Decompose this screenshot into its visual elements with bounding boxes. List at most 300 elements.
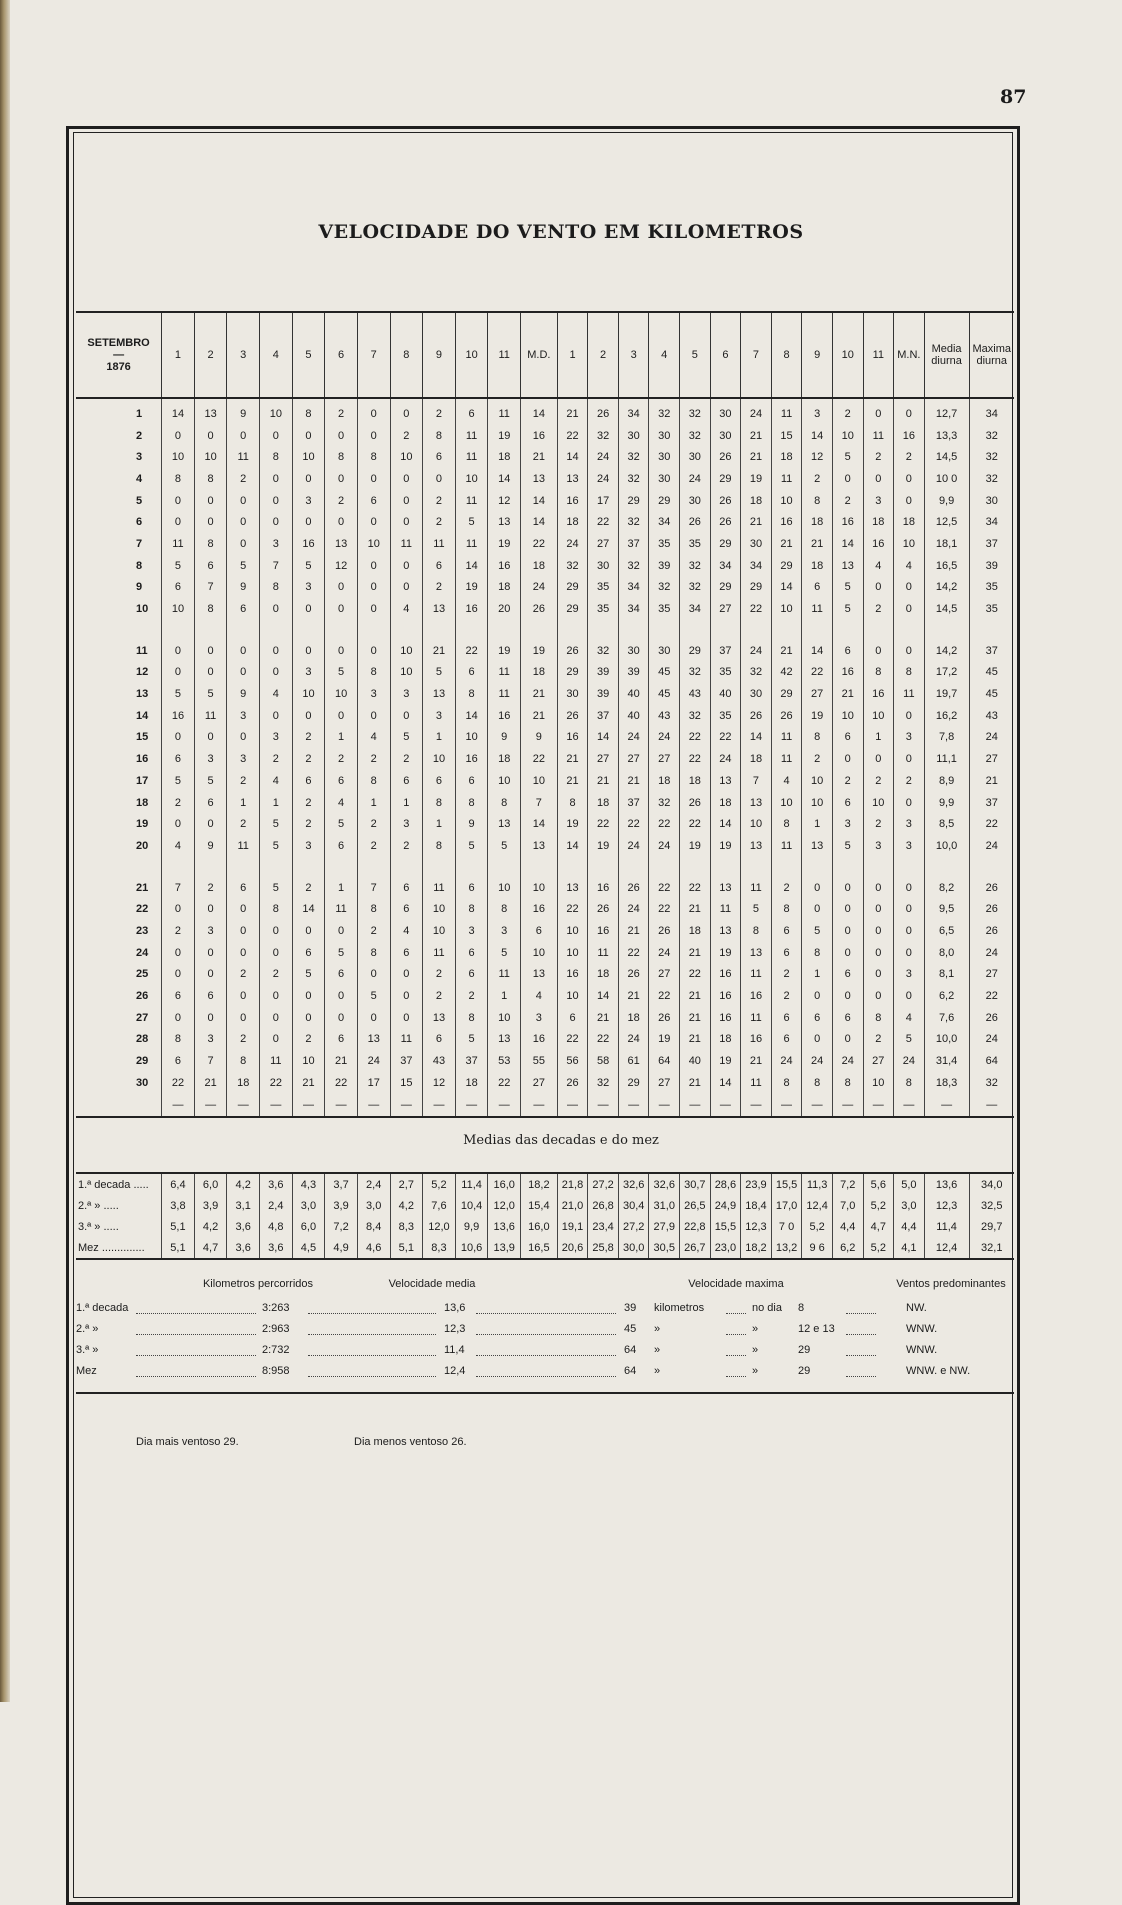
value-cell: 3 xyxy=(194,920,227,942)
dash-cell: — xyxy=(588,1094,619,1117)
value-cell: 32 xyxy=(680,398,711,425)
value-cell: 10 xyxy=(390,662,423,684)
value-cell: 22 xyxy=(649,985,680,1007)
value-cell: 0 xyxy=(894,942,925,964)
header-hour-cell: 7 xyxy=(357,312,390,398)
value-cell: 4 xyxy=(260,770,293,792)
value-cell: 30 xyxy=(741,533,772,555)
value-cell: 27 xyxy=(649,748,680,770)
dia-mais-ventoso: Dia mais ventoso 29. xyxy=(136,1436,239,1448)
value-cell: 29 xyxy=(710,533,741,555)
value-cell: 8 xyxy=(771,1072,802,1094)
value-cell: 26 xyxy=(710,511,741,533)
value-cell: 0 xyxy=(260,640,293,662)
value-cell: 11 xyxy=(390,533,423,555)
value-cell: 21 xyxy=(423,640,456,662)
value-cell: 11 xyxy=(771,727,802,749)
header-media-diurna-line: diurna xyxy=(931,355,962,367)
value-cell: 32 xyxy=(588,1072,619,1094)
value-cell: 53 xyxy=(488,1050,521,1072)
value-cell: 21 xyxy=(521,683,558,705)
decade-value: 5,1 xyxy=(162,1216,195,1237)
value-cell: 0 xyxy=(292,640,325,662)
summary-vm: 12,4 xyxy=(444,1365,468,1377)
decade-label: Mez .............. xyxy=(76,1237,162,1259)
value-cell: 0 xyxy=(325,425,358,447)
value-cell: 0 xyxy=(325,468,358,490)
summary-vm: 13,6 xyxy=(444,1302,468,1314)
day-cell: 20 xyxy=(136,839,149,852)
value-cell: 0 xyxy=(357,425,390,447)
decade-value: 4,1 xyxy=(894,1237,925,1259)
value-cell: 0 xyxy=(227,425,260,447)
value-cell: 8 xyxy=(423,835,456,857)
value-cell: 0 xyxy=(894,792,925,814)
value-cell: 10 xyxy=(771,490,802,512)
value-cell: 10 xyxy=(863,1072,894,1094)
value-cell: 2 xyxy=(863,770,894,792)
value-cell: 14 xyxy=(521,398,558,425)
value-cell: 13 xyxy=(802,835,833,857)
value-cell: 11 xyxy=(741,964,772,986)
value-cell: 21 xyxy=(741,446,772,468)
value-cell: 0 xyxy=(832,748,863,770)
value-cell: 32 xyxy=(680,555,711,577)
value-cell: 6 xyxy=(802,577,833,599)
value-cell: 55 xyxy=(521,1050,558,1072)
value-cell: 10 xyxy=(194,446,227,468)
value-cell: 0 xyxy=(802,898,833,920)
value-cell: 18 xyxy=(710,792,741,814)
summary-km: 8:958 xyxy=(262,1365,293,1377)
value-cell: 21 xyxy=(680,1029,711,1051)
value-cell: 13 xyxy=(557,877,588,899)
value-cell: 8 xyxy=(260,446,293,468)
value-cell: 16,5 xyxy=(924,555,969,577)
value-cell: 0 xyxy=(227,942,260,964)
value-cell: 14 xyxy=(455,555,488,577)
value-cell: 19 xyxy=(680,835,711,857)
value-cell: 8 xyxy=(802,727,833,749)
value-cell: 2 xyxy=(390,748,423,770)
value-cell: 39 xyxy=(588,662,619,684)
dash-row xyxy=(76,1094,1014,1117)
value-cell: 18 xyxy=(771,446,802,468)
value-cell: 13 xyxy=(423,1007,456,1029)
value-cell: 2 xyxy=(162,792,195,814)
decade-value: 18,2 xyxy=(741,1237,772,1259)
value-cell: 0 xyxy=(162,511,195,533)
value-cell: 18 xyxy=(455,1072,488,1094)
value-cell: 0 xyxy=(832,985,863,1007)
value-cell: 22 xyxy=(488,1072,521,1094)
value-cell: 8 xyxy=(863,1007,894,1029)
wind-velocity-table xyxy=(76,311,1014,1118)
decade-value: 11,3 xyxy=(802,1173,833,1195)
value-cell: 8 xyxy=(423,792,456,814)
header-hour-cell: 4 xyxy=(649,312,680,398)
value-cell: 8 xyxy=(357,446,390,468)
summary-row xyxy=(76,1363,1014,1384)
value-cell: 43 xyxy=(969,705,1014,727)
value-cell: 16 xyxy=(488,705,521,727)
value-cell: 22 xyxy=(680,877,711,899)
decade-label: 2.ª » ..... xyxy=(78,1199,119,1212)
value-cell: 14 xyxy=(292,898,325,920)
value-cell: 19 xyxy=(649,1029,680,1051)
value-cell: 8,9 xyxy=(924,770,969,792)
dot-leader xyxy=(136,1365,256,1377)
value-cell: 8 xyxy=(455,792,488,814)
value-cell: 14 xyxy=(521,511,558,533)
value-cell: 16 xyxy=(557,727,588,749)
dash-cell: — xyxy=(260,1094,293,1117)
value-cell: 2 xyxy=(423,398,456,425)
table-row xyxy=(76,640,1014,662)
day-cell: 30 xyxy=(136,1076,149,1089)
value-cell: 16,2 xyxy=(924,705,969,727)
value-cell: 5 xyxy=(162,770,195,792)
decade-value: 28,6 xyxy=(710,1173,741,1195)
decade-value: 3,0 xyxy=(292,1195,325,1216)
value-cell: 8 xyxy=(894,662,925,684)
value-cell: 3 xyxy=(194,1029,227,1051)
value-cell: 0 xyxy=(390,468,423,490)
value-cell: 3 xyxy=(260,533,293,555)
value-cell: 22 xyxy=(969,813,1014,835)
value-cell: 0 xyxy=(194,1007,227,1029)
decade-value: 26,7 xyxy=(680,1237,711,1259)
value-cell: 22 xyxy=(680,813,711,835)
value-cell: 6 xyxy=(423,1029,456,1051)
value-cell: 9,9 xyxy=(924,792,969,814)
value-cell: 24 xyxy=(649,727,680,749)
value-cell: 6 xyxy=(162,748,195,770)
value-cell: 24 xyxy=(680,468,711,490)
value-cell: 22 xyxy=(710,727,741,749)
value-cell: 18 xyxy=(521,555,558,577)
value-cell: 14 xyxy=(710,1072,741,1094)
value-cell: 30 xyxy=(741,683,772,705)
value-cell: 7 xyxy=(162,877,195,899)
value-cell: 16 xyxy=(741,1029,772,1051)
summary-row xyxy=(76,1342,1014,1363)
value-cell: 20 xyxy=(488,598,521,620)
value-cell: 14 xyxy=(557,446,588,468)
value-cell: 0 xyxy=(894,598,925,620)
value-cell: 21 xyxy=(832,683,863,705)
value-cell: 19 xyxy=(710,1050,741,1072)
value-cell: 19 xyxy=(521,640,558,662)
value-cell: 2 xyxy=(894,770,925,792)
value-cell: 6 xyxy=(832,727,863,749)
value-cell: 8 xyxy=(260,577,293,599)
value-cell: 0 xyxy=(357,555,390,577)
value-cell: 32 xyxy=(680,662,711,684)
value-cell: 2 xyxy=(227,1029,260,1051)
header-media-diurna-line: Media xyxy=(931,343,962,355)
value-cell: 0 xyxy=(863,640,894,662)
day-cell: 27 xyxy=(136,1011,149,1024)
table-row xyxy=(76,813,1014,835)
value-cell: 29 xyxy=(771,683,802,705)
value-cell: 11 xyxy=(741,1072,772,1094)
value-cell: 2 xyxy=(423,985,456,1007)
value-cell: 18 xyxy=(488,577,521,599)
header-hour-cell: 10 xyxy=(455,312,488,398)
decade-value: 30,7 xyxy=(680,1173,711,1195)
decade-value: 21,0 xyxy=(557,1195,588,1216)
dot-leader xyxy=(136,1344,256,1356)
value-cell: 11 xyxy=(325,898,358,920)
value-cell: 24 xyxy=(969,727,1014,749)
value-cell: 8 xyxy=(802,942,833,964)
value-cell: 32 xyxy=(969,425,1014,447)
value-cell: 0 xyxy=(227,1007,260,1029)
decade-row xyxy=(76,1216,1014,1237)
value-cell: 35 xyxy=(710,662,741,684)
value-cell: 18 xyxy=(227,1072,260,1094)
value-cell: 0 xyxy=(260,985,293,1007)
value-cell: 14 xyxy=(802,640,833,662)
value-cell: 24 xyxy=(618,1029,649,1051)
summary-header-km: Kilometros percorridos xyxy=(202,1278,314,1290)
value-cell: 14 xyxy=(455,705,488,727)
dot-leader xyxy=(476,1344,616,1356)
value-cell: 6 xyxy=(292,770,325,792)
value-cell: 10 xyxy=(557,985,588,1007)
value-cell: 10 xyxy=(521,877,558,899)
value-cell: 24 xyxy=(618,727,649,749)
value-cell: 2 xyxy=(325,398,358,425)
header-hour-cell: 8 xyxy=(771,312,802,398)
value-cell: 5 xyxy=(260,835,293,857)
value-cell: 0 xyxy=(260,511,293,533)
value-cell: 39 xyxy=(588,683,619,705)
value-cell: 2 xyxy=(423,964,456,986)
value-cell: 24 xyxy=(588,468,619,490)
decade-value: 4,6 xyxy=(357,1237,390,1259)
value-cell: 6 xyxy=(325,770,358,792)
value-cell: 21 xyxy=(741,425,772,447)
value-cell: 11 xyxy=(423,877,456,899)
summary-day: 12 e 13 xyxy=(798,1323,838,1335)
decade-value: 12,3 xyxy=(741,1216,772,1237)
decade-value: 12,0 xyxy=(488,1195,521,1216)
value-cell: 22 xyxy=(557,425,588,447)
value-cell: 16 xyxy=(588,920,619,942)
decade-value: 2,4 xyxy=(357,1173,390,1195)
value-cell: 10 xyxy=(741,813,772,835)
summary-day-label: » xyxy=(752,1365,761,1377)
value-cell: 16 xyxy=(863,683,894,705)
value-cell: 0 xyxy=(357,511,390,533)
value-cell: 32 xyxy=(680,577,711,599)
value-cell: 0 xyxy=(194,964,227,986)
header-hour-cell: 6 xyxy=(325,312,358,398)
value-cell: 8 xyxy=(162,1029,195,1051)
value-cell: 0 xyxy=(390,985,423,1007)
value-cell: 3 xyxy=(292,662,325,684)
header-media-diurna xyxy=(924,312,969,398)
value-cell: 2 xyxy=(292,1029,325,1051)
value-cell: 18 xyxy=(557,511,588,533)
value-cell: 10 xyxy=(488,770,521,792)
value-cell: 21 xyxy=(557,748,588,770)
value-cell: 8 xyxy=(802,490,833,512)
day-cell: 21 xyxy=(136,881,149,894)
table-row xyxy=(76,446,1014,468)
value-cell: 22 xyxy=(680,748,711,770)
value-cell: 11 xyxy=(771,835,802,857)
value-cell: 0 xyxy=(325,640,358,662)
value-cell: 1 xyxy=(802,813,833,835)
dash-cell: — xyxy=(325,1094,358,1117)
page-number: 87 xyxy=(1000,86,1027,108)
value-cell: 19 xyxy=(488,533,521,555)
value-cell: 14 xyxy=(832,533,863,555)
value-cell: 13 xyxy=(521,835,558,857)
value-cell: 35 xyxy=(588,577,619,599)
value-cell: 11 xyxy=(423,942,456,964)
value-cell: 18,1 xyxy=(924,533,969,555)
decade-value: 4,7 xyxy=(863,1216,894,1237)
value-cell: 0 xyxy=(227,640,260,662)
value-cell: 24 xyxy=(741,640,772,662)
dot-leader xyxy=(846,1323,876,1335)
value-cell: 26 xyxy=(969,877,1014,899)
value-cell: 0 xyxy=(162,662,195,684)
value-cell: 2 xyxy=(357,748,390,770)
decade-value: 3,0 xyxy=(894,1195,925,1216)
value-cell: 43 xyxy=(423,1050,456,1072)
value-cell: 5 xyxy=(292,555,325,577)
decade-value: 3,9 xyxy=(325,1195,358,1216)
value-cell: 0 xyxy=(227,662,260,684)
value-cell: 2 xyxy=(423,511,456,533)
decade-value: 12,3 xyxy=(924,1195,969,1216)
day-cell: 13 xyxy=(136,688,149,701)
day-cell: 12 xyxy=(136,666,149,679)
value-cell: 6 xyxy=(771,920,802,942)
value-cell: 0 xyxy=(863,877,894,899)
value-cell: 10 xyxy=(802,770,833,792)
value-cell: 1 xyxy=(802,964,833,986)
value-cell: 7 xyxy=(741,770,772,792)
value-cell: 2 xyxy=(894,446,925,468)
value-cell: 7,8 xyxy=(924,727,969,749)
decade-value: 4,8 xyxy=(260,1216,293,1237)
value-cell: 21 xyxy=(521,446,558,468)
value-cell: 26 xyxy=(557,1072,588,1094)
value-cell: 15 xyxy=(771,425,802,447)
value-cell: 35 xyxy=(649,598,680,620)
value-cell: 0 xyxy=(894,490,925,512)
value-cell: 0 xyxy=(194,511,227,533)
value-cell: 9 xyxy=(488,727,521,749)
value-cell: 5 xyxy=(390,727,423,749)
value-cell: 16 xyxy=(710,964,741,986)
table-row xyxy=(76,770,1014,792)
value-cell: 16 xyxy=(710,985,741,1007)
value-cell: 8 xyxy=(357,770,390,792)
value-cell: 14 xyxy=(557,835,588,857)
header-month-cell xyxy=(76,312,162,398)
decade-value: 32,1 xyxy=(969,1237,1014,1259)
value-cell: 2 xyxy=(455,985,488,1007)
value-cell: 2 xyxy=(292,813,325,835)
decade-value: 5,1 xyxy=(390,1237,423,1259)
dot-leader xyxy=(846,1344,876,1356)
summary-unit: kilometros xyxy=(654,1302,707,1314)
value-cell: 2 xyxy=(863,446,894,468)
value-cell: 5 xyxy=(488,835,521,857)
value-cell: 10 xyxy=(863,705,894,727)
summary-header-vmax: Velocidade maxima xyxy=(688,1278,784,1290)
dash-cell: — xyxy=(680,1094,711,1117)
value-cell: 5 xyxy=(325,813,358,835)
value-cell: 0 xyxy=(863,398,894,425)
value-cell: 6 xyxy=(357,490,390,512)
value-cell: 6 xyxy=(390,898,423,920)
value-cell: 4 xyxy=(260,683,293,705)
value-cell: 11 xyxy=(488,398,521,425)
decade-value: 19,1 xyxy=(557,1216,588,1237)
value-cell: 6 xyxy=(832,1007,863,1029)
value-cell: 10,0 xyxy=(924,1029,969,1051)
value-cell: 0 xyxy=(802,1029,833,1051)
value-cell: 6 xyxy=(390,942,423,964)
decade-row xyxy=(76,1173,1014,1195)
value-cell: 5 xyxy=(455,1029,488,1051)
value-cell: 0 xyxy=(357,705,390,727)
value-cell: 14,5 xyxy=(924,446,969,468)
value-cell: 11 xyxy=(588,942,619,964)
decade-value: 7 0 xyxy=(771,1216,802,1237)
value-cell: 11 xyxy=(863,425,894,447)
decade-value: 6,0 xyxy=(292,1216,325,1237)
value-cell: 4 xyxy=(863,555,894,577)
summary-vento: WNW. xyxy=(906,1323,940,1335)
summary-vmax: 64 xyxy=(624,1365,639,1377)
value-cell: 26 xyxy=(649,1007,680,1029)
dash-cell: — xyxy=(924,1094,969,1117)
value-cell: 22 xyxy=(680,727,711,749)
value-cell: 13 xyxy=(832,555,863,577)
value-cell: 30 xyxy=(649,640,680,662)
decade-value: 4,2 xyxy=(194,1216,227,1237)
value-cell: 3 xyxy=(802,398,833,425)
decade-value: 30,0 xyxy=(618,1237,649,1259)
value-cell: 10 xyxy=(894,533,925,555)
value-cell: 0 xyxy=(894,705,925,727)
value-cell: 0 xyxy=(894,898,925,920)
header-hour-cell: 11 xyxy=(488,312,521,398)
dash-cell xyxy=(76,1094,162,1117)
decade-value: 13,6 xyxy=(488,1216,521,1237)
value-cell: 8 xyxy=(771,813,802,835)
table-row xyxy=(76,792,1014,814)
value-cell: 10 xyxy=(292,1050,325,1072)
value-cell: 0 xyxy=(832,1029,863,1051)
value-cell: 18 xyxy=(649,770,680,792)
value-cell: 16 xyxy=(557,964,588,986)
decade-value: 31,0 xyxy=(649,1195,680,1216)
value-cell: 18 xyxy=(802,555,833,577)
value-cell: 4 xyxy=(390,920,423,942)
value-cell: 10 xyxy=(802,792,833,814)
value-cell: 10 xyxy=(260,398,293,425)
